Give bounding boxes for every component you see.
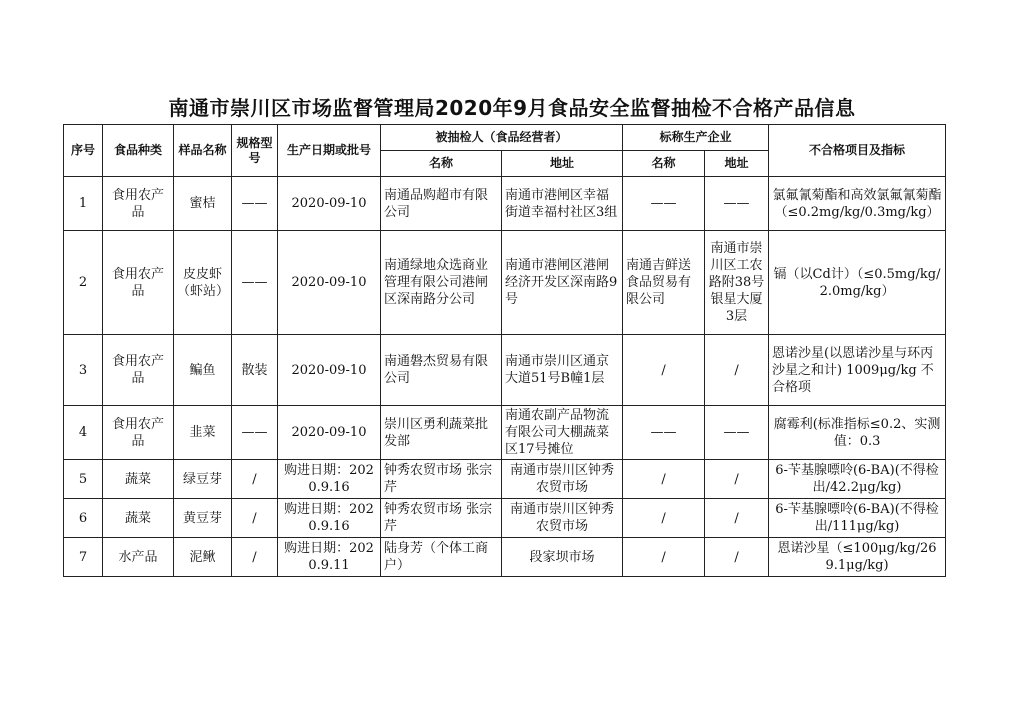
header-fail-item: 不合格项目及指标 <box>769 125 946 177</box>
cell-sample: 韭菜 <box>174 406 232 460</box>
cell-producer-addr: —— <box>705 177 769 231</box>
cell-sample: 皮皮虾（虾站） <box>174 231 232 335</box>
header-inspected: 被抽检人（食品经营者） <box>381 125 623 151</box>
cell-seq: 3 <box>64 335 103 406</box>
page-title: 南通市崇川区市场监督管理局2020年9月食品安全监督抽检不合格产品信息 <box>168 96 856 120</box>
table-row <box>64 538 946 577</box>
cell-seq: 7 <box>64 538 103 577</box>
cell-date: 2020-09-10 <box>278 231 381 335</box>
cell-fail-item: 6-苄基腺嘌呤(6-BA)(不得检出/42.2μg/kg) <box>769 460 946 499</box>
cell-producer-name: 南通吉鲜送食品贸易有限公司 <box>623 231 705 335</box>
cell-producer-addr: / <box>705 499 769 538</box>
header-producer-addr: 地址 <box>705 151 769 177</box>
cell-spec: / <box>232 499 278 538</box>
cell-producer-addr: 南通市崇川区工农路附38号银星大厦3层 <box>705 231 769 335</box>
cell-inspected-addr: 南通农副产品物流有限公司大棚蔬菜区17号摊位 <box>502 406 623 460</box>
cell-seq: 6 <box>64 499 103 538</box>
cell-sample: 黄豆芽 <box>174 499 232 538</box>
cell-fail-item: 镉（以Cd计）（≤0.5mg/kg/2.0mg/kg） <box>769 231 946 335</box>
cell-inspected-addr: 南通市崇川区钟秀农贸市场 <box>502 460 623 499</box>
cell-category: 水产品 <box>103 538 174 577</box>
cell-category: 蔬菜 <box>103 499 174 538</box>
cell-producer-name: —— <box>623 406 705 460</box>
cell-inspected-name: 陆身芳（个体工商户） <box>381 538 502 577</box>
table-row <box>64 406 946 460</box>
cell-inspected-addr: 南通市崇川区通京大道51号B幢1层 <box>502 335 623 406</box>
cell-date: 购进日期：2020.9.16 <box>278 499 381 538</box>
cell-spec: —— <box>232 406 278 460</box>
cell-inspected-addr: 南通市港闸区港闸经济开发区深南路9号 <box>502 231 623 335</box>
table-row <box>64 335 946 406</box>
header-producer: 标称生产企业 <box>623 125 769 151</box>
cell-date: 2020-09-10 <box>278 406 381 460</box>
inspection-table <box>63 124 946 577</box>
cell-producer-addr: / <box>705 460 769 499</box>
cell-category: 食用农产品 <box>103 231 174 335</box>
cell-producer-name: —— <box>623 177 705 231</box>
table-row <box>64 499 946 538</box>
header-producer-name: 名称 <box>623 151 705 177</box>
cell-spec: / <box>232 538 278 577</box>
cell-producer-name: / <box>623 538 705 577</box>
header-spec: 规格型号 <box>232 125 278 177</box>
table-row <box>64 231 946 335</box>
cell-sample: 绿豆芽 <box>174 460 232 499</box>
cell-fail-item: 恩诺沙星(以恩诺沙星与环丙沙星之和计) 1009μg/kg 不合格项 <box>769 335 946 406</box>
cell-producer-name: / <box>623 460 705 499</box>
cell-inspected-addr: 段家坝市场 <box>502 538 623 577</box>
cell-producer-addr: / <box>705 538 769 577</box>
cell-producer-name: / <box>623 335 705 406</box>
cell-spec: / <box>232 460 278 499</box>
table-row <box>64 460 946 499</box>
cell-date: 购进日期：2020.9.11 <box>278 538 381 577</box>
cell-date: 2020-09-10 <box>278 177 381 231</box>
cell-sample: 鳊鱼 <box>174 335 232 406</box>
cell-seq: 4 <box>64 406 103 460</box>
cell-category: 食用农产品 <box>103 335 174 406</box>
cell-inspected-addr: 南通市港闸区幸福街道幸福村社区3组 <box>502 177 623 231</box>
cell-producer-addr: / <box>705 335 769 406</box>
header-sample-name: 样品名称 <box>174 125 232 177</box>
cell-inspected-name: 南通绿地众选商业管理有限公司港闸区深南路分公司 <box>381 231 502 335</box>
cell-producer-addr: —— <box>705 406 769 460</box>
cell-inspected-name: 南通磐杰贸易有限公司 <box>381 335 502 406</box>
cell-category: 食用农产品 <box>103 177 174 231</box>
header-seq: 序号 <box>64 125 103 177</box>
cell-spec: —— <box>232 231 278 335</box>
cell-date: 2020-09-10 <box>278 335 381 406</box>
header-inspected-addr: 地址 <box>502 151 623 177</box>
cell-fail-item: 腐霉利(标准指标≤0.2、实测值：0.3 <box>769 406 946 460</box>
cell-producer-name: / <box>623 499 705 538</box>
header-date-batch: 生产日期或批号 <box>278 125 381 177</box>
cell-seq: 2 <box>64 231 103 335</box>
cell-seq: 1 <box>64 177 103 231</box>
cell-inspected-name: 南通品购超市有限公司 <box>381 177 502 231</box>
header-category: 食品种类 <box>103 125 174 177</box>
cell-fail-item: 6-苄基腺嘌呤(6-BA)(不得检出/111μg/kg) <box>769 499 946 538</box>
table-row <box>64 177 946 231</box>
cell-fail-item: 氯氟氰菊酯和高效氯氟氰菊酯（≤0.2mg/kg/0.3mg/kg） <box>769 177 946 231</box>
cell-inspected-name: 崇川区勇利蔬菜批发部 <box>381 406 502 460</box>
cell-spec: 散装 <box>232 335 278 406</box>
cell-inspected-name: 钟秀农贸市场 张宗芹 <box>381 460 502 499</box>
cell-sample: 蜜桔 <box>174 177 232 231</box>
cell-seq: 5 <box>64 460 103 499</box>
cell-inspected-name: 钟秀农贸市场 张宗芹 <box>381 499 502 538</box>
header-inspected-name: 名称 <box>381 151 502 177</box>
cell-fail-item: 恩诺沙星（≤100μg/kg/269.1μg/kg) <box>769 538 946 577</box>
cell-spec: —— <box>232 177 278 231</box>
cell-category: 食用农产品 <box>103 406 174 460</box>
cell-category: 蔬菜 <box>103 460 174 499</box>
cell-inspected-addr: 南通市崇川区钟秀农贸市场 <box>502 499 623 538</box>
cell-date: 购进日期：2020.9.16 <box>278 460 381 499</box>
cell-sample: 泥鳅 <box>174 538 232 577</box>
